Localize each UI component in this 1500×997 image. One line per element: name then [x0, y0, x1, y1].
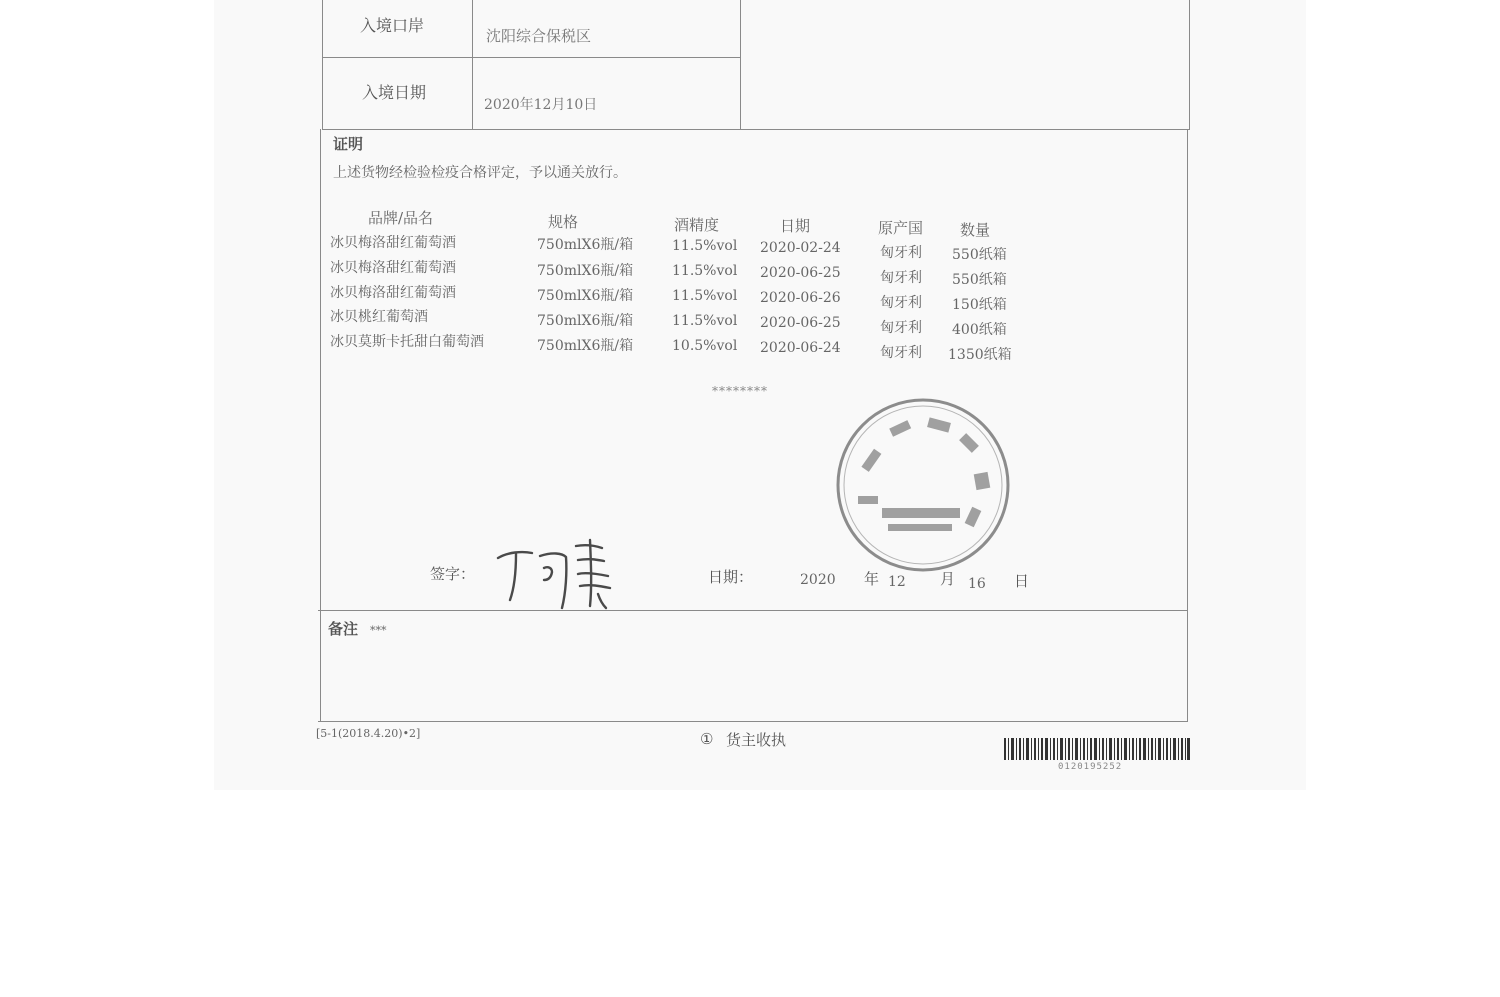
- row-spec: 750mlX6瓶/箱: [537, 313, 634, 329]
- row-abv: 11.5%vol: [672, 238, 738, 254]
- entry-port-label: 入境口岸: [360, 16, 425, 35]
- barcode: [1004, 736, 1190, 776]
- table-border-left: [322, 0, 323, 130]
- cert-border-left: [320, 129, 321, 722]
- entry-port-value: 沈阳综合保税区: [486, 27, 592, 45]
- barcode-number: 0120195252: [1058, 762, 1123, 772]
- copy-mark: ①: [700, 730, 714, 748]
- row-spec: 750mlX6瓶/箱: [537, 263, 634, 279]
- row-qty: 400纸箱: [952, 322, 1007, 338]
- year-unit: 年: [864, 570, 880, 588]
- row-abv: 11.5%vol: [672, 263, 738, 279]
- cert-bottom-line: [318, 721, 1188, 722]
- row-origin: 匈牙利: [880, 245, 922, 261]
- row-brand: 冰贝梅洛甜红葡萄酒: [330, 285, 456, 301]
- row-date: 2020-06-24: [760, 340, 841, 356]
- table-bottom-line: [322, 129, 1190, 130]
- row-spec: 750mlX6瓶/箱: [537, 338, 634, 354]
- table-border-right: [1189, 0, 1190, 130]
- table-end-separator: ********: [712, 384, 768, 398]
- row-abv: 11.5%vol: [672, 313, 738, 329]
- table-divider-label: [472, 0, 473, 130]
- day-unit: 日: [1014, 572, 1030, 590]
- entry-date-value: 2020年12月10日: [484, 97, 598, 113]
- row-brand: 冰贝梅洛甜红葡萄酒: [330, 260, 456, 276]
- row-brand: 冰贝桃红葡萄酒: [330, 309, 428, 325]
- barcode-bars: [1004, 736, 1190, 762]
- entry-date-label: 入境日期: [362, 83, 427, 102]
- form-code: [5-1(2018.4.20)•2]: [316, 727, 421, 740]
- date-label: 日期：: [708, 568, 754, 586]
- row-qty: 550纸箱: [952, 272, 1007, 288]
- row-origin: 匈牙利: [880, 270, 922, 286]
- remarks-value: ***: [370, 624, 387, 637]
- table-row-divider: [322, 57, 740, 58]
- row-origin: 匈牙利: [880, 320, 922, 336]
- row-date: 2020-06-26: [760, 290, 841, 306]
- date-year: 2020: [800, 572, 836, 588]
- signature-label: 签字：: [430, 565, 476, 583]
- handwritten-signature: [494, 536, 616, 616]
- row-abv: 10.5%vol: [672, 338, 738, 354]
- cert-statement: 上述货物经检验检疫合格评定，予以通关放行。: [333, 165, 627, 181]
- row-brand: 冰贝梅洛甜红葡萄酒: [330, 235, 456, 251]
- official-stamp: [832, 396, 1014, 574]
- remarks-top-line: [318, 610, 1188, 611]
- col-header-spec: 规格: [548, 213, 579, 231]
- row-date: 2020-06-25: [760, 265, 841, 281]
- row-spec: 750mlX6瓶/箱: [537, 237, 634, 253]
- row-date: 2020-06-25: [760, 315, 841, 331]
- row-abv: 11.5%vol: [672, 288, 738, 304]
- remarks-label: 备注: [328, 620, 359, 638]
- row-qty: 150纸箱: [952, 297, 1007, 313]
- row-origin: 匈牙利: [880, 345, 922, 361]
- row-brand: 冰贝莫斯卡托甜白葡萄酒: [330, 334, 484, 350]
- cert-heading: 证明: [333, 135, 364, 153]
- copy-label: 货主收执: [726, 731, 787, 749]
- col-header-origin: 原产国: [878, 219, 924, 237]
- table-divider-value: [740, 0, 741, 130]
- row-qty: 550纸箱: [952, 247, 1007, 263]
- row-qty: 1350纸箱: [948, 347, 1012, 363]
- row-origin: 匈牙利: [880, 295, 922, 311]
- row-spec: 750mlX6瓶/箱: [537, 288, 634, 304]
- month-unit: 月: [940, 570, 956, 588]
- col-header-qty: 数量: [960, 221, 991, 239]
- col-header-abv: 酒精度: [674, 216, 720, 234]
- date-day: 16: [968, 576, 986, 592]
- col-header-brand: 品牌/品名: [368, 209, 434, 227]
- row-date: 2020-02-24: [760, 240, 841, 256]
- col-header-date: 日期: [780, 217, 811, 235]
- date-month: 12: [888, 574, 906, 590]
- cert-border-right: [1187, 129, 1188, 722]
